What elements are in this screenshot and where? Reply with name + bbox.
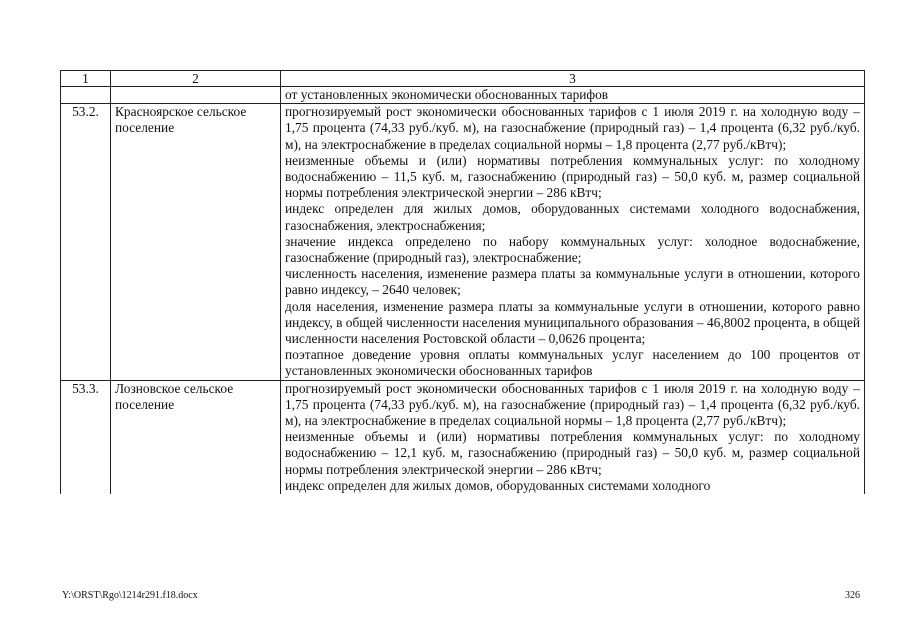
header-col-3: 3 [281,71,865,87]
table-row [61,380,865,494]
row-number: 53.2. [61,104,111,380]
settlement-name: Лозновское сельское поселение [111,380,281,494]
paragraph: прогнозируемый рост экономически обоснованных тарифов с 1 июля 2019 г. на холодную воду – 1,75 процента (74,33 руб./куб. м), на газоснабжение (природный газ) – 1,4 процента (6,32 руб./куб. м), на электроснабжение в пределах социальной нормы – 1,8 процента (2,77 руб./кВтч); [285,380,860,429]
header-col-2: 2 [111,71,281,87]
settlement-name: Красноярское сельское поселение [111,104,281,380]
header-col-1: 1 [61,71,111,87]
paragraph: поэтапное доведение уровня оплаты коммунальных услуг населением до 100 процентов от установленных экономически обоснованных тарифов [285,347,860,379]
continuation-text: от установленных экономически обоснованных тарифов [281,87,865,104]
file-path-footer: Y:\ORST\Rgo\1214r291.f18.docx [62,590,198,601]
paragraph: доля населения, изменение размера платы за коммунальные услуги в отношении, которого равно индексу, в общей численности населения муниципального образования – 46,8002 процента, в общей численности населения Ростовской области – 0,0626 процента; [285,298,860,347]
paragraph: значение индекса определено по набору коммунальных услуг: холодное водоснабжение, газоснабжение (природный газ), электроснабжение; [285,233,860,266]
row-details [281,380,865,494]
paragraph: индекс определен для жилых домов, оборудованных системами холодного водоснабжения, газоснабжения, электроснабжения; [285,201,860,233]
paragraph: численность населения, изменение размера платы за коммунальные услуги в отношении, которого равно индексу, – 2640 человек; [285,266,860,298]
tariff-table [60,70,865,494]
paragraph: неизменные объемы и (или) нормативы потребления коммунальных услуг: по холодному водоснабжению – 12,1 куб. м, газоснабжению (природный газ) – 50,0 куб. м, размер социальной нормы потребления электрической энергии – 286 кВтч; [285,429,860,477]
document-page [60,70,864,494]
paragraph: неизменные объемы и (или) нормативы потребления коммунальных услуг: по холодному водоснабжению – 11,5 куб. м, газоснабжению (природный газ) – 50,0 куб. м, размер социальной нормы потребления электрической энергии – 286 кВтч; [285,152,860,201]
table-row [61,104,865,380]
row-number: 53.3. [61,380,111,494]
continuation-row [61,87,865,104]
paragraph: индекс определен для жилых домов, оборудованных системами холодного [285,477,711,493]
table-header-row [61,71,865,87]
page-number: 326 [845,590,860,601]
row-details [281,104,865,380]
paragraph: прогнозируемый рост экономически обоснованных тарифов с 1 июля 2019 г. на холодную воду – 1,75 процента (74,33 руб./куб. м), на газоснабжение (природный газ) – 1,4 процента (6,32 руб./куб. м), на электроснабжение в пределах социальной нормы – 1,8 процента (2,77 руб./кВтч); [285,104,860,152]
